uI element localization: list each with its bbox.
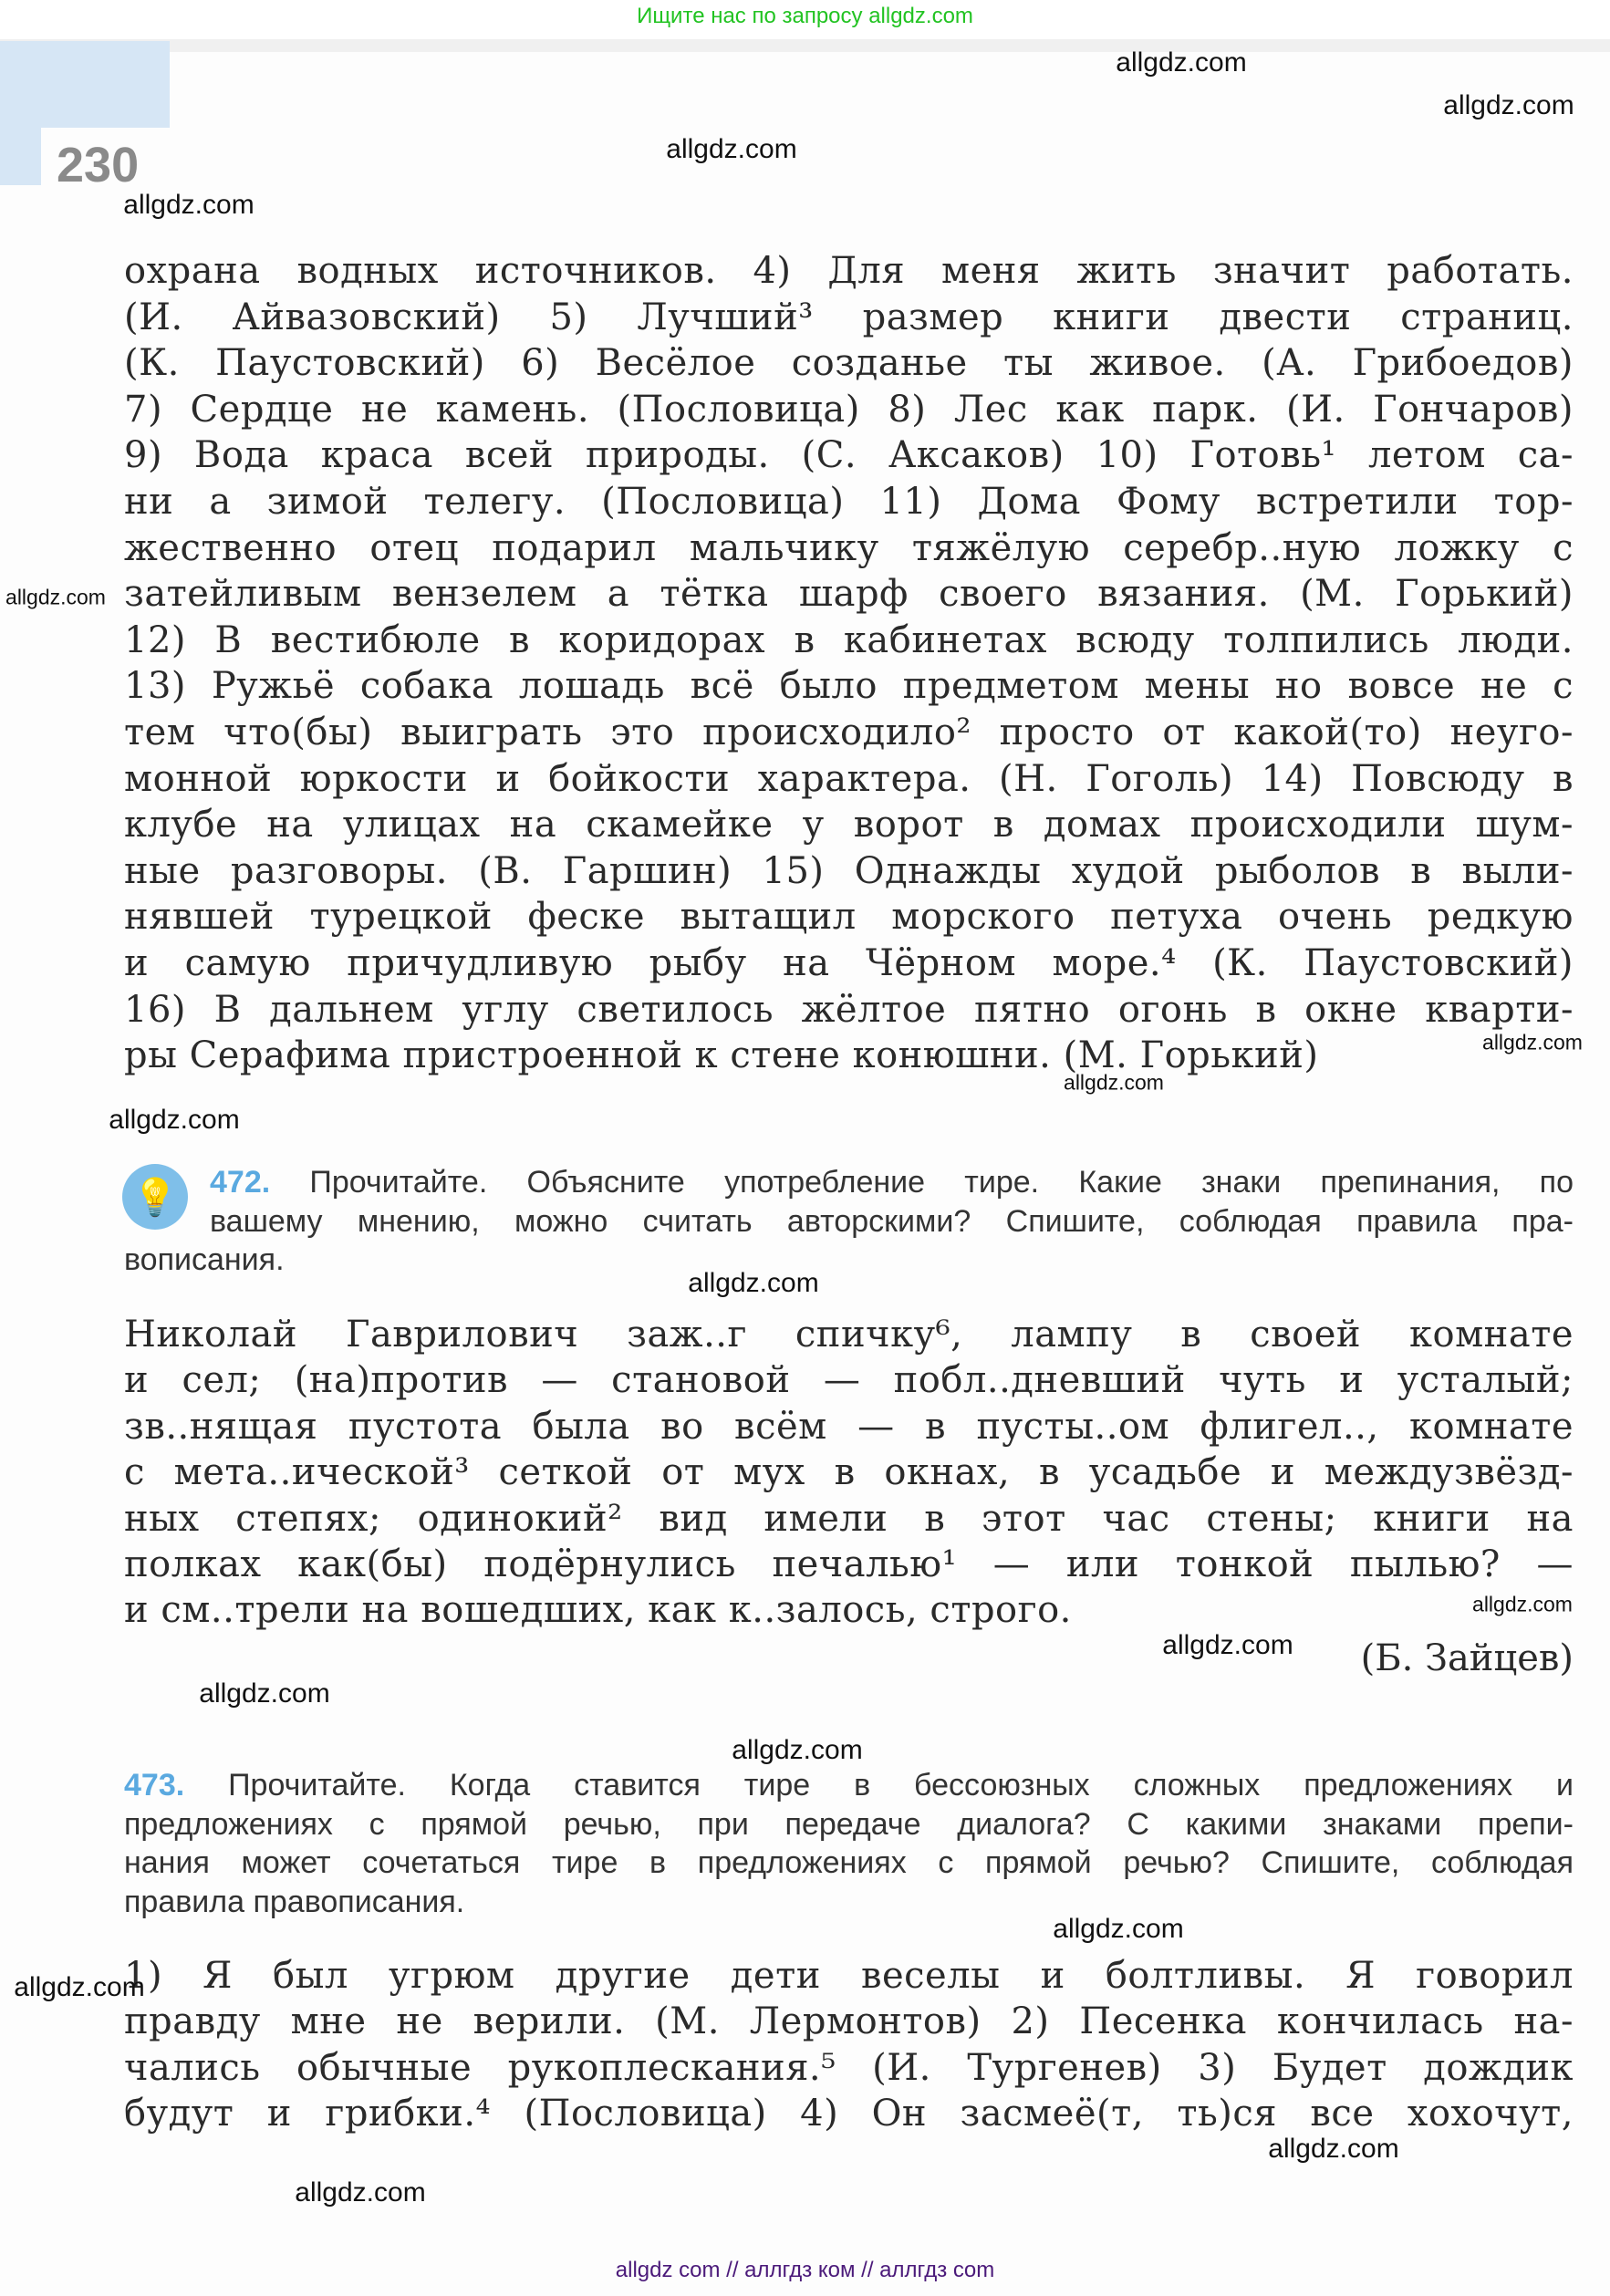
ex472-instruction-line: вописания. xyxy=(124,1242,285,1277)
page-number: 230 xyxy=(57,138,140,192)
ex472-text-line: и см..трели на вошедших, как к..залось, строго. xyxy=(124,1589,1072,1632)
text-line: тем что(бы) выиграть это происходило² просто от какой(то) неуго- xyxy=(124,712,1574,753)
text-line: 7) Сердце не камень. (Пословица) 8) Лес как парк. (И. Гончаров) xyxy=(124,388,1574,431)
ex472-text-line: Николай Гаврилович заж..г спичку⁶, лампу в своей комнате xyxy=(124,1314,1574,1356)
watermark: allgdz.com xyxy=(1482,1030,1583,1054)
ex472-text-line: с мета..ической³ сеткой от мух в окнах, в усадьбе и междузвёзд- xyxy=(124,1451,1574,1494)
text-line: охрана водных источников. 4) Для меня жить значит работать. xyxy=(124,250,1574,292)
text-line: 16) В дальнем углу светилось жёлтое пятно огонь в окне кварти- xyxy=(124,988,1574,1031)
exercise-number: 472. xyxy=(210,1165,310,1200)
lightbulb-icon: 💡 xyxy=(122,1164,188,1230)
ex473-text-line: 1) Я был угрюм другие дети веселы и болтливы. Я говорил xyxy=(124,1955,1574,1997)
watermark: allgdz.com xyxy=(295,2177,426,2208)
text-line: ные разговоры. (В. Гаршин) 15) Однажды худой рыболов в выли- xyxy=(124,849,1574,892)
text-line: и самую причудливую рыбу на Чёрном море.⁴ (К. Паустовский) xyxy=(124,942,1574,984)
text-line: монной юркости и бойкости характера. (Н. Гоголь) 14) Повсюду в xyxy=(124,757,1574,800)
footer-links[interactable]: allgdz com // аллгдз ком // аллгдз com xyxy=(615,2258,995,2282)
text-line: 13) Ружьё собака лошадь всё было предметом мены но вовсе не с xyxy=(124,665,1574,708)
watermark: allgdz.com xyxy=(1443,90,1574,120)
watermark: allgdz.com xyxy=(1268,2134,1399,2164)
watermark: allgdz.com xyxy=(1162,1630,1293,1660)
exercise-number: 473. xyxy=(124,1768,229,1803)
text-line: 12) В вестибюле в коридорах в кабинетах всюду толпились люди. xyxy=(124,618,1574,661)
watermark: allgdz.com xyxy=(14,1972,145,2002)
watermark: allgdz.com xyxy=(123,190,254,220)
ex472-text-line: ных степях; одинокий² вид имели в этот час стены; книги на xyxy=(124,1497,1574,1540)
ex473-text-line: правду мне не верили. (М. Лермонтов) 2) Песенка кончилась на- xyxy=(124,2000,1574,2043)
watermark: allgdz.com xyxy=(109,1105,240,1135)
ex473-instruction-line: нания может сочетаться тире в предложениях с прямой речью? Спишите, соблюдая xyxy=(124,1845,1574,1880)
ex472-text-line: полках как(бы) подёрнулись печалью¹ — или тонкой пылью? — xyxy=(124,1543,1574,1585)
ex473-text-line: чались обычные рукоплескания.⁵ (И. Тургенев) 3) Будет дождик xyxy=(124,2046,1574,2089)
ex472-author: (Б. Зайцев) xyxy=(1360,1637,1574,1679)
page-tab xyxy=(0,41,170,128)
ex473-instruction-line: правила правописания. xyxy=(124,1884,465,1919)
watermark: allgdz.com xyxy=(1053,1914,1184,1944)
text-line: ры Серафима пристроенной к стене конюшни. (М. Горький) xyxy=(124,1034,1319,1077)
page-tab-strip xyxy=(0,128,41,185)
text-line: клубе на улицах на скамейке у ворот в домах происходили шум- xyxy=(124,804,1574,847)
page-edge xyxy=(0,39,1610,52)
watermark: allgdz.com xyxy=(199,1678,330,1709)
watermark: allgdz.com xyxy=(1116,47,1247,78)
text-line: жественно отец подарил мальчику тяжёлую серебр..ную ложку с xyxy=(124,526,1574,569)
top-ad-link[interactable]: Ищите нас по запросу allgdz.com xyxy=(637,4,973,28)
ex472-instruction-line: 472. Прочитайте. Объясните употребление тире. Какие знаки препинания, по xyxy=(210,1165,1574,1200)
watermark: allgdz.com xyxy=(732,1735,863,1765)
ex472-text-line: зв..нящая пустота была во всём — в пусты..ом флигел.., комнате xyxy=(124,1405,1574,1448)
watermark: allgdz.com xyxy=(1064,1070,1164,1095)
text-line: нявшей турецкой феске вытащил морского петуха очень редкую xyxy=(124,896,1574,939)
ex473-instruction-line: предложениях с прямой речью, при передаче диалога? С какими знаками препи- xyxy=(124,1806,1574,1842)
ex472-text-line: и сел; (на)против — становой — побл..дневший чуть и усталый; xyxy=(124,1359,1574,1402)
ex472-instruction-line: вашему мнению, можно считать авторскими? Спишите, соблюдая правила пра- xyxy=(210,1203,1574,1239)
ex473-instruction-line: 473. Прочитайте. Когда ставится тире в бессоюзных сложных предложениях и xyxy=(124,1768,1574,1803)
watermark: allgdz.com xyxy=(666,134,797,164)
text-line: затейливым вензелем а тётка шарф своего вязания. (М. Горький) xyxy=(124,573,1574,616)
watermark: allgdz.com xyxy=(5,585,106,609)
watermark: allgdz.com xyxy=(1472,1592,1573,1616)
ex473-text-line: будут и грибки.⁴ (Пословица) 4) Он засмеё(т, ть)ся все хохочут, xyxy=(124,2093,1574,2135)
text-line: 9) Вода краса всей природы. (С. Аксаков) 10) Готовь¹ летом са- xyxy=(124,434,1574,477)
text-line: (И. Айвазовский) 5) Лучший³ размер книги двести страниц. xyxy=(124,296,1574,338)
watermark: allgdz.com xyxy=(688,1268,819,1298)
text-line: (К. Паустовский) 6) Весёлое созданье ты живое. (А. Грибоедов) xyxy=(124,342,1574,385)
text-line: ни а зимой телегу. (Пословица) 11) Дома Фому встретили тор- xyxy=(124,481,1574,523)
